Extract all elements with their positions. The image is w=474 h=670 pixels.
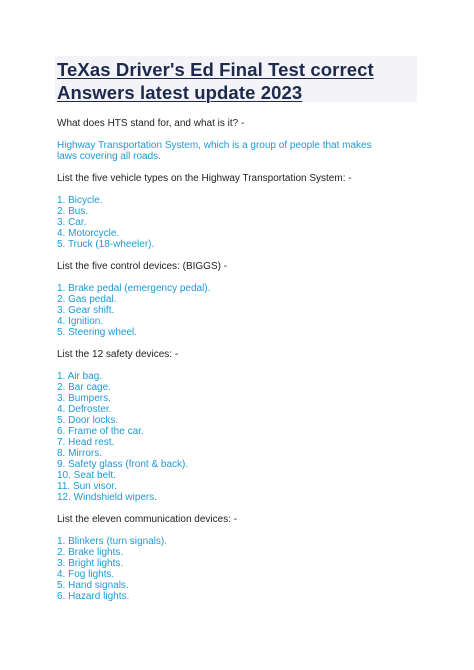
list-item: 12. Windshield wipers. (57, 492, 158, 503)
list-item: 2. Gas pedal. (57, 294, 117, 305)
list-item: 3. Gear shift. (57, 305, 115, 316)
list-item: 1. Blinkers (turn signals). (57, 536, 168, 547)
list-item: 4. Ignition. (57, 316, 104, 327)
list-item: 4. Fog lights. (57, 569, 115, 580)
list-item: 5. Steering wheel. (57, 327, 138, 338)
question-vehicle-types: List the five vehicle types on the Highway Transportation System: - (57, 173, 352, 184)
list-item: 8. Mirrors. (57, 448, 102, 459)
list-vehicle-types (57, 195, 427, 250)
list-item: 6. Frame of the car. (57, 426, 144, 437)
list-item: 1. Air bag. (57, 371, 103, 382)
question-safety-devices: List the 12 safety devices: - (57, 349, 179, 360)
list-item: 4. Motorcycle. (57, 228, 120, 239)
list-item: 2. Bar cage. (57, 382, 111, 393)
list-item: 1. Bicycle. (57, 195, 103, 206)
list-item: 11. Sun visor. (57, 481, 117, 492)
list-safety-devices (57, 371, 427, 503)
list-item: 10. Seat belt. (57, 470, 116, 481)
list-item: 3. Bright lights. (57, 558, 124, 569)
question-hts: What does HTS stand for, and what is it? - (57, 118, 245, 129)
list-item: 1. Brake pedal (emergency pedal). (57, 283, 211, 294)
answer-hts: Highway Transportation System, which is a group of people that makes laws covering all roads. (57, 140, 372, 162)
list-item: 3. Car. (57, 217, 87, 228)
list-item: 9. Safety glass (front & back). (57, 459, 189, 470)
list-item: 5. Hand signals. (57, 580, 129, 591)
list-item: 2. Bus. (57, 206, 89, 217)
document-body (57, 118, 427, 602)
list-item: 7. Head rest. (57, 437, 115, 448)
list-item: 4. Defroster. (57, 404, 112, 415)
list-item: 5. Door locks. (57, 415, 119, 426)
question-control-devices: List the five control devices: (BIGGS) - (57, 261, 228, 272)
list-item: 3. Bumpers. (57, 393, 111, 404)
list-communication-devices (57, 536, 427, 602)
list-item: 5. Truck (18-wheeler). (57, 239, 155, 250)
document-title: TeXas Driver's Ed Final Test correct Answers latest update 2023 (57, 59, 374, 103)
question-communication-devices: List the eleven communication devices: - (57, 514, 238, 525)
list-item: 2. Brake lights. (57, 547, 124, 558)
list-control-devices (57, 283, 427, 338)
list-item: 6. Hazard lights. (57, 591, 130, 602)
